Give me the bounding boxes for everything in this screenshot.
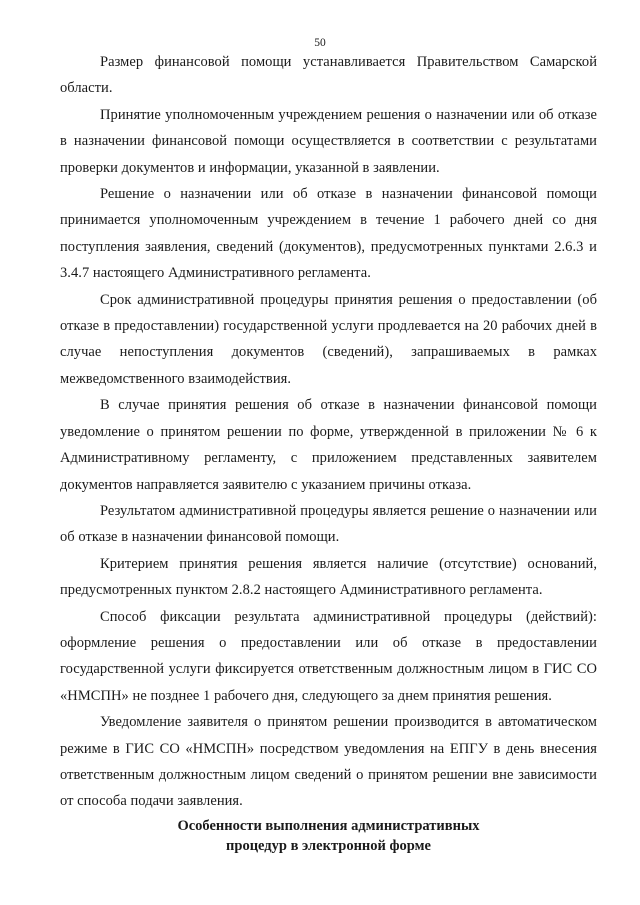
paragraph-term-extension: Срок административной процедуры принятия решения о предоставлении (об отказе в предоставлении) государственной услуги продлевается на 20 рабочих дней в случае непоступления документов (сведений), запрашиваемых в рамках межведомственного взаимодействия. — [60, 291, 597, 387]
page-number: 50 — [314, 37, 326, 49]
section-heading — [60, 816, 597, 856]
paragraph-applicant-notification: Уведомление заявителя о принятом решении производится в автоматическом режиме в ГИС СО «НМСПН» посредством уведомления на ЕПГУ в день внесения ответственным должностным лицом сведений о принятом решении вне зависимости от способа подачи заявления. — [60, 714, 597, 810]
paragraph-financial-aid-amount: Размер финансовой помощи устанавливается Правительством Самарской области. — [60, 54, 597, 97]
paragraph-result-recording: Способ фиксации результата административной процедуры (действий): оформление решения о предоставлении или об отказе в предоставлении государственной услуги фиксируется ответственным должностным лицом в ГИС СО «НМСПН» не позднее 1 рабочего дня, следующего за днем принятия решения. — [60, 608, 597, 704]
paragraph-refusal-notice: В случае принятия решения об отказе в назначении финансовой помощи уведомление о принятом решении по форме, утвержденной в приложении № 6 к Административному регламенту, с приложением представленных заявителем документов направляется заявителю с указанием причины отказа. — [60, 397, 597, 493]
section-heading-line-1: Особенности выполнения административных — [177, 817, 480, 834]
document-body — [60, 49, 597, 856]
paragraph-procedure-result: Результатом административной процедуры является решение о назначении или об отказе в назначении финансовой помощи. — [60, 502, 597, 546]
paragraph-decision-criterion: Критерием принятия решения является наличие (отсутствие) оснований, предусмотренных пунктом 2.8.2 настоящего Административного регламента. — [60, 555, 597, 599]
paragraph-decision-basis: Принятие уполномоченным учреждением решения о назначении или об отказе в назначении финансовой помощи осуществляется в соответствии с результатами проверки документов и информации, указанной в заявлении. — [60, 106, 597, 176]
paragraph-decision-term: Решение о назначении или об отказе в назначении финансовой помощи принимается уполномоченным учреждением в течение 1 рабочего дней со дня поступления заявления, сведений (документов), предусмотренных пунктами 2.6.3 и 3.4.7 настоящего Административного регламента. — [60, 186, 597, 282]
section-heading-line-2: процедур в электронной форме — [226, 837, 431, 854]
